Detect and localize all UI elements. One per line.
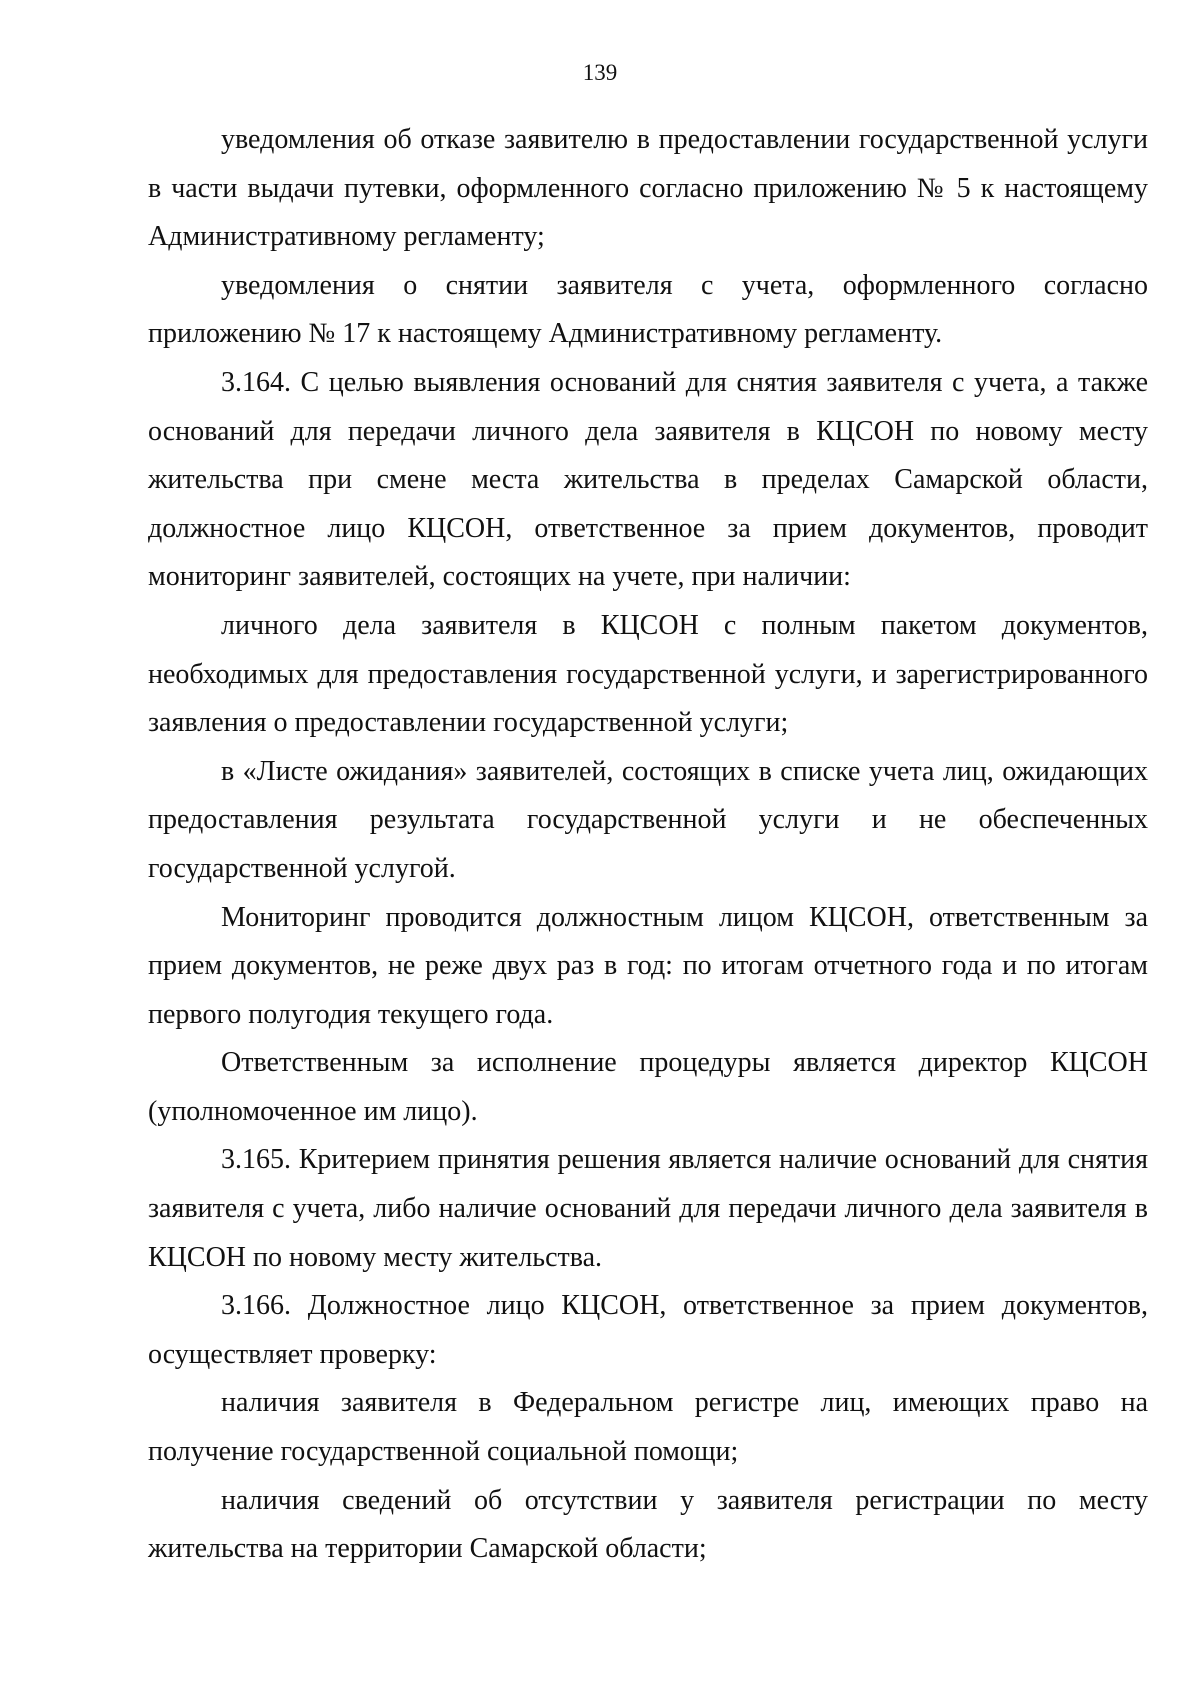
paragraph-3-166: 3.166. Должностное лицо КЦСОН, ответственное за прием документов, осуществляет проверку: xyxy=(148,1290,1148,1370)
paragraph-refusal-notice: уведомления об отказе заявителю в предоставлении государственной услуги в части выдачи путевки, оформленного согласно приложению № 5 к настоящему Административному регламенту; xyxy=(148,124,1148,253)
paragraph-3-164: 3.164. С целью выявления оснований для снятия заявителя с учета, а также оснований для передачи личного дела заявителя в КЦСОН по новому месту жительства при смене места жительства в пределах Самарской области, должностное лицо КЦСОН, ответственное за прием документов, проводит мониторинг заявителей, состоящих на учете, при наличии: xyxy=(148,366,1148,593)
document-body xyxy=(148,116,1148,1574)
paragraph-responsible-person: Ответственным за исполнение процедуры является директор КЦСОН (уполномоченное им лицо). xyxy=(148,1047,1148,1127)
paragraph-residence-registration-check: наличия сведений об отсутствии у заявителя регистрации по месту жительства на территории Самарской области; xyxy=(148,1484,1148,1565)
paragraph-3-165: 3.165. Критерием принятия решения является наличие оснований для снятия заявителя с учета, либо наличие оснований для передачи личного дела заявителя в КЦСОН по новому месту жительства. xyxy=(148,1144,1148,1273)
paragraph-federal-register-check: наличия заявителя в Федеральном регистре лиц, имеющих право на получение государственной социальной помощи; xyxy=(148,1387,1148,1468)
paragraph-waiting-list: в «Листе ожидания» заявителей, состоящих в списке учета лиц, ожидающих предоставления результата государственной услуги и не обеспеченных государственной услугой. xyxy=(148,755,1148,884)
paragraph-deregistration-notice: уведомления о снятии заявителя с учета, оформленного согласно приложению № 17 к настоящему Административному регламенту. xyxy=(148,269,1148,350)
paragraph-personal-file: личного дела заявителя в КЦСОН с полным пакетом документов, необходимых для предоставления государственной услуги, и зарегистрированного заявления о предоставлении государственной услуги; xyxy=(148,609,1148,739)
page-number: 139 xyxy=(582,60,618,85)
paragraph-monitoring-frequency: Мониторинг проводится должностным лицом КЦСОН, ответственным за прием документов, не реже двух раз в год: по итогам отчетного года и по итогам первого полугодия текущего года. xyxy=(148,901,1148,1030)
